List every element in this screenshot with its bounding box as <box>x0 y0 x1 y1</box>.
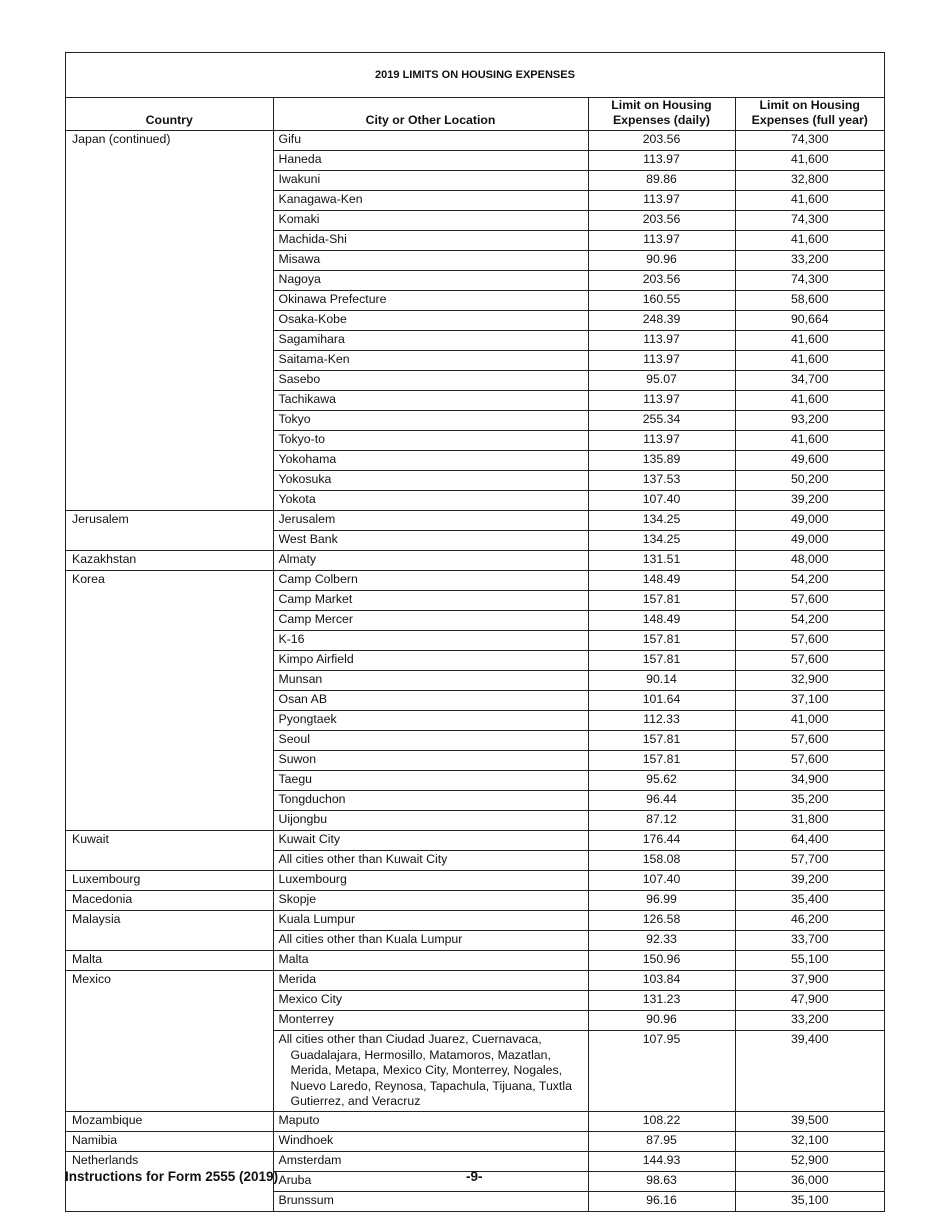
daily-limit-cell: 113.97 <box>588 231 735 251</box>
country-cell <box>66 851 273 871</box>
table-row <box>66 831 884 851</box>
daily-limit-cell: 87.95 <box>588 1131 735 1151</box>
city-cell: Machida-Shi <box>273 231 588 251</box>
city-cell: Taegu <box>273 771 588 791</box>
daily-limit-cell: 96.44 <box>588 791 735 811</box>
country-cell <box>66 531 273 551</box>
daily-limit-cell: 157.81 <box>588 651 735 671</box>
daily-limit-cell: 176.44 <box>588 831 735 851</box>
daily-limit-cell: 150.96 <box>588 951 735 971</box>
city-cell: West Bank <box>273 531 588 551</box>
full-year-limit-cell: 74,300 <box>735 271 884 291</box>
city-cell: Yokohama <box>273 451 588 471</box>
city-cell: Monterrey <box>273 1011 588 1031</box>
table-row <box>66 271 884 291</box>
table-row <box>66 1191 884 1211</box>
daily-limit-cell: 112.33 <box>588 711 735 731</box>
column-header-city-label: City or Other Location <box>365 113 496 127</box>
table-row <box>66 931 884 951</box>
city-text-line: Gutierrez, and Veracruz <box>290 1094 421 1108</box>
table-row <box>66 411 884 431</box>
city-text-line: Nuevo Laredo, Reynosa, Tapachula, Tijuana, Tuxtla <box>290 1078 572 1093</box>
daily-limit-cell: 131.51 <box>588 551 735 571</box>
full-year-limit-cell: 47,900 <box>735 991 884 1011</box>
full-year-limit-cell: 41,600 <box>735 351 884 371</box>
country-cell <box>66 651 273 671</box>
full-year-limit-cell: 35,200 <box>735 791 884 811</box>
table-row <box>66 211 884 231</box>
full-year-limit-cell: 32,900 <box>735 671 884 691</box>
table-row <box>66 471 884 491</box>
city-cell <box>273 1031 588 1112</box>
country-cell <box>66 631 273 651</box>
full-year-limit-cell: 57,600 <box>735 631 884 651</box>
country-cell <box>66 711 273 731</box>
table-row <box>66 391 884 411</box>
full-year-limit-cell: 41,600 <box>735 231 884 251</box>
full-year-limit-cell: 57,700 <box>735 851 884 871</box>
table-row <box>66 371 884 391</box>
country-cell <box>66 351 273 371</box>
city-text-line: Merida, Metapa, Mexico City, Monterrey, Nogales, <box>290 1063 563 1077</box>
full-year-limit-cell: 74,300 <box>735 131 884 151</box>
table-row <box>66 591 884 611</box>
city-cell: Uijongbu <box>273 811 588 831</box>
column-header-daily-line1: Limit on Housing <box>611 98 712 112</box>
full-year-limit-cell: 32,800 <box>735 171 884 191</box>
country-cell <box>66 811 273 831</box>
full-year-limit-cell: 39,500 <box>735 1111 884 1131</box>
daily-limit-cell: 113.97 <box>588 351 735 371</box>
daily-limit-cell: 107.40 <box>588 871 735 891</box>
table-row <box>66 1151 884 1171</box>
full-year-limit-cell: 41,600 <box>735 431 884 451</box>
table-row <box>66 291 884 311</box>
daily-limit-cell: 158.08 <box>588 851 735 871</box>
daily-limit-cell: 148.49 <box>588 571 735 591</box>
city-cell: Maputo <box>273 1111 588 1131</box>
country-cell <box>66 591 273 611</box>
full-year-limit-cell: 46,200 <box>735 911 884 931</box>
country-cell: Korea <box>66 571 273 591</box>
country-cell <box>66 491 273 511</box>
table-row <box>66 191 884 211</box>
city-cell: Haneda <box>273 151 588 171</box>
city-cell: All cities other than Kuwait City <box>273 851 588 871</box>
table-row <box>66 151 884 171</box>
city-cell: Tokyo <box>273 411 588 431</box>
table-row <box>66 1111 884 1131</box>
city-cell: Tachikawa <box>273 391 588 411</box>
table-row <box>66 751 884 771</box>
city-cell: Gifu <box>273 131 588 151</box>
daily-limit-cell: 113.97 <box>588 331 735 351</box>
country-cell <box>66 611 273 631</box>
daily-limit-cell: 134.25 <box>588 531 735 551</box>
city-cell: Osaka-Kobe <box>273 311 588 331</box>
city-cell: Misawa <box>273 251 588 271</box>
table-row <box>66 791 884 811</box>
city-cell: K-16 <box>273 631 588 651</box>
daily-limit-cell: 96.99 <box>588 891 735 911</box>
city-cell: Malta <box>273 951 588 971</box>
full-year-limit-cell: 58,600 <box>735 291 884 311</box>
table-row <box>66 531 884 551</box>
full-year-limit-cell: 36,000 <box>735 1171 884 1191</box>
daily-limit-cell: 203.56 <box>588 211 735 231</box>
table-row <box>66 711 884 731</box>
table-row <box>66 811 884 831</box>
daily-limit-cell: 113.97 <box>588 391 735 411</box>
city-cell: Luxembourg <box>273 871 588 891</box>
country-cell <box>66 791 273 811</box>
country-cell <box>66 431 273 451</box>
city-cell: Amsterdam <box>273 1151 588 1171</box>
daily-limit-cell: 113.97 <box>588 431 735 451</box>
city-cell: Yokosuka <box>273 471 588 491</box>
city-cell: Saitama-Ken <box>273 351 588 371</box>
full-year-limit-cell: 41,000 <box>735 711 884 731</box>
table-row <box>66 551 884 571</box>
table-row <box>66 911 884 931</box>
full-year-limit-cell: 48,000 <box>735 551 884 571</box>
full-year-limit-cell: 90,664 <box>735 311 884 331</box>
country-cell: Japan (continued) <box>72 132 171 146</box>
daily-limit-cell: 90.96 <box>588 251 735 271</box>
country-cell <box>66 331 273 351</box>
city-text-line: Guadalajara, Hermosillo, Matamoros, Mazatlan, <box>290 1047 551 1062</box>
table-row <box>66 951 884 971</box>
page-number: -9- <box>466 1169 483 1184</box>
full-year-limit-cell: 54,200 <box>735 611 884 631</box>
table-row <box>66 891 884 911</box>
daily-limit-cell: 248.39 <box>588 311 735 331</box>
country-cell <box>66 231 273 251</box>
country-cell <box>66 391 273 411</box>
daily-limit-cell: 157.81 <box>588 631 735 651</box>
table-row <box>66 331 884 351</box>
daily-limit-cell: 157.81 <box>588 731 735 751</box>
table-row <box>66 851 884 871</box>
country-cell <box>66 1011 273 1031</box>
full-year-limit-cell: 39,200 <box>735 871 884 891</box>
city-cell: Seoul <box>273 731 588 751</box>
table-row <box>66 511 884 531</box>
country-cell <box>66 291 273 311</box>
daily-limit-cell: 113.97 <box>588 191 735 211</box>
daily-limit-cell: 137.53 <box>588 471 735 491</box>
country-cell: Malaysia <box>66 911 273 931</box>
city-cell: Kanagawa-Ken <box>273 191 588 211</box>
column-header-country-label: Country <box>145 113 193 127</box>
column-header-daily-limit <box>588 98 735 131</box>
header-row <box>66 98 884 131</box>
city-cell: Komaki <box>273 211 588 231</box>
daily-limit-cell: 90.96 <box>588 1011 735 1031</box>
country-cell <box>66 451 273 471</box>
full-year-limit-cell: 34,900 <box>735 771 884 791</box>
daily-limit-cell: 144.93 <box>588 1151 735 1171</box>
footer-form-title: Instructions for Form 2555 (2019) <box>65 1169 279 1184</box>
country-cell <box>66 751 273 771</box>
full-year-limit-cell: 55,100 <box>735 951 884 971</box>
city-multiline-text <box>279 1032 583 1110</box>
city-cell: Merida <box>273 971 588 991</box>
city-cell: Brunssum <box>273 1191 588 1211</box>
table-row <box>66 991 884 1011</box>
full-year-limit-cell: 52,900 <box>735 1151 884 1171</box>
table-row <box>66 251 884 271</box>
daily-limit-cell: 101.64 <box>588 691 735 711</box>
city-cell: Windhoek <box>273 1131 588 1151</box>
country-cell <box>66 271 273 291</box>
city-cell: Mexico City <box>273 991 588 1011</box>
daily-limit-cell: 96.16 <box>588 1191 735 1211</box>
city-cell: Tongduchon <box>273 791 588 811</box>
daily-limit-cell: 148.49 <box>588 611 735 631</box>
full-year-limit-cell: 35,400 <box>735 891 884 911</box>
country-cell: Netherlands <box>66 1151 273 1171</box>
full-year-limit-cell: 39,400 <box>735 1031 884 1112</box>
table-row <box>66 1031 884 1112</box>
table-title: 2019 LIMITS ON HOUSING EXPENSES <box>66 53 884 98</box>
city-cell: Sasebo <box>273 371 588 391</box>
table-row <box>66 571 884 591</box>
daily-limit-cell: 107.95 <box>588 1031 735 1112</box>
country-cell: Mozambique <box>66 1111 273 1131</box>
daily-limit-cell: 131.23 <box>588 991 735 1011</box>
city-cell: Skopje <box>273 891 588 911</box>
city-cell: Kuwait City <box>273 831 588 851</box>
daily-limit-cell: 107.40 <box>588 491 735 511</box>
daily-limit-cell: 103.84 <box>588 971 735 991</box>
table-row <box>66 491 884 511</box>
table-row <box>66 1131 884 1151</box>
daily-limit-cell: 134.25 <box>588 511 735 531</box>
city-cell: All cities other than Kuala Lumpur <box>273 931 588 951</box>
city-cell: Tokyo-to <box>273 431 588 451</box>
full-year-limit-cell: 37,900 <box>735 971 884 991</box>
city-cell: Sagamihara <box>273 331 588 351</box>
table-row <box>66 871 884 891</box>
daily-limit-cell: 113.97 <box>588 151 735 171</box>
country-cell: Luxembourg <box>66 871 273 891</box>
column-header-full-line1: Limit on Housing <box>759 98 860 112</box>
full-year-limit-cell: 50,200 <box>735 471 884 491</box>
country-cell: Kuwait <box>66 831 273 851</box>
daily-limit-cell: 98.63 <box>588 1171 735 1191</box>
full-year-limit-cell: 34,700 <box>735 371 884 391</box>
city-cell: Munsan <box>273 671 588 691</box>
country-cell <box>66 1191 273 1211</box>
country-cell: Macedonia <box>66 891 273 911</box>
table-row <box>66 651 884 671</box>
country-cell <box>66 251 273 271</box>
country-cell: Namibia <box>66 1131 273 1151</box>
full-year-limit-cell: 93,200 <box>735 411 884 431</box>
city-cell: Okinawa Prefecture <box>273 291 588 311</box>
country-cell: Mexico <box>66 971 273 991</box>
table-row <box>66 671 884 691</box>
full-year-limit-cell: 57,600 <box>735 751 884 771</box>
country-cell <box>66 771 273 791</box>
full-year-limit-cell: 31,800 <box>735 811 884 831</box>
country-cell <box>66 731 273 751</box>
full-year-limit-cell: 57,600 <box>735 591 884 611</box>
full-year-limit-cell: 39,200 <box>735 491 884 511</box>
country-cell <box>66 371 273 391</box>
full-year-limit-cell: 49,000 <box>735 511 884 531</box>
housing-limits-table <box>66 98 884 1211</box>
table-row <box>66 351 884 371</box>
table-row <box>66 771 884 791</box>
full-year-limit-cell: 35,100 <box>735 1191 884 1211</box>
full-year-limit-cell: 41,600 <box>735 391 884 411</box>
table-row <box>66 971 884 991</box>
full-year-limit-cell: 57,600 <box>735 731 884 751</box>
daily-limit-cell: 126.58 <box>588 911 735 931</box>
daily-limit-cell: 108.22 <box>588 1111 735 1131</box>
city-cell: Suwon <box>273 751 588 771</box>
city-text-line: All cities other than Ciudad Juarez, Cuernavaca, <box>278 1032 542 1046</box>
city-cell: Nagoya <box>273 271 588 291</box>
daily-limit-cell: 203.56 <box>588 131 735 151</box>
country-cell: Jerusalem <box>66 511 273 531</box>
table-row <box>66 231 884 251</box>
column-header-daily-line2: Expenses (daily) <box>612 113 711 127</box>
city-cell: Yokota <box>273 491 588 511</box>
column-header-full-year-limit <box>735 98 884 131</box>
table-row <box>66 451 884 471</box>
city-cell: Camp Market <box>273 591 588 611</box>
country-cell: Malta <box>66 951 273 971</box>
full-year-limit-cell: 57,600 <box>735 651 884 671</box>
full-year-limit-cell: 32,100 <box>735 1131 884 1151</box>
daily-limit-cell: 157.81 <box>588 591 735 611</box>
country-cell <box>66 691 273 711</box>
table-row <box>66 691 884 711</box>
country-cell <box>66 1031 273 1112</box>
daily-limit-cell: 87.12 <box>588 811 735 831</box>
full-year-limit-cell: 64,400 <box>735 831 884 851</box>
daily-limit-cell: 255.34 <box>588 411 735 431</box>
column-header-country <box>66 98 273 131</box>
daily-limit-cell: 95.07 <box>588 371 735 391</box>
daily-limit-cell: 89.86 <box>588 171 735 191</box>
column-header-city <box>273 98 588 131</box>
city-cell: Kimpo Airfield <box>273 651 588 671</box>
table-row <box>66 1011 884 1031</box>
table-body <box>66 131 884 1211</box>
daily-limit-cell: 92.33 <box>588 931 735 951</box>
full-year-limit-cell: 33,700 <box>735 931 884 951</box>
country-cell <box>66 671 273 691</box>
city-cell: Camp Mercer <box>273 611 588 631</box>
full-year-limit-cell: 41,600 <box>735 151 884 171</box>
table-row <box>66 131 884 151</box>
country-cell <box>66 471 273 491</box>
city-cell: Aruba <box>273 1171 588 1191</box>
table-row <box>66 731 884 751</box>
city-cell: Pyongtaek <box>273 711 588 731</box>
daily-limit-cell: 203.56 <box>588 271 735 291</box>
full-year-limit-cell: 37,100 <box>735 691 884 711</box>
housing-limits-table-frame <box>65 52 885 1212</box>
city-cell: Osan AB <box>273 691 588 711</box>
country-cell <box>66 211 273 231</box>
country-cell <box>66 991 273 1011</box>
country-cell <box>66 931 273 951</box>
full-year-limit-cell: 49,000 <box>735 531 884 551</box>
daily-limit-cell: 95.62 <box>588 771 735 791</box>
city-cell: Camp Colbern <box>273 571 588 591</box>
country-cell <box>66 191 273 211</box>
full-year-limit-cell: 41,600 <box>735 191 884 211</box>
full-year-limit-cell: 49,600 <box>735 451 884 471</box>
full-year-limit-cell: 33,200 <box>735 251 884 271</box>
country-cell <box>66 151 273 171</box>
city-cell: Jerusalem <box>273 511 588 531</box>
full-year-limit-cell: 41,600 <box>735 331 884 351</box>
full-year-limit-cell: 33,200 <box>735 1011 884 1031</box>
full-year-limit-cell: 54,200 <box>735 571 884 591</box>
daily-limit-cell: 135.89 <box>588 451 735 471</box>
country-cell <box>66 311 273 331</box>
city-cell: Kuala Lumpur <box>273 911 588 931</box>
country-cell <box>66 411 273 431</box>
country-cell <box>66 171 273 191</box>
daily-limit-cell: 157.81 <box>588 751 735 771</box>
daily-limit-cell: 160.55 <box>588 291 735 311</box>
column-header-full-line2: Expenses (full year) <box>751 113 868 127</box>
full-year-limit-cell: 74,300 <box>735 211 884 231</box>
table-row <box>66 311 884 331</box>
city-cell: Iwakuni <box>273 171 588 191</box>
table-row <box>66 631 884 651</box>
country-cell: Kazakhstan <box>66 551 273 571</box>
table-row <box>66 431 884 451</box>
daily-limit-cell: 90.14 <box>588 671 735 691</box>
city-cell: Almaty <box>273 551 588 571</box>
table-row <box>66 611 884 631</box>
table-row <box>66 171 884 191</box>
